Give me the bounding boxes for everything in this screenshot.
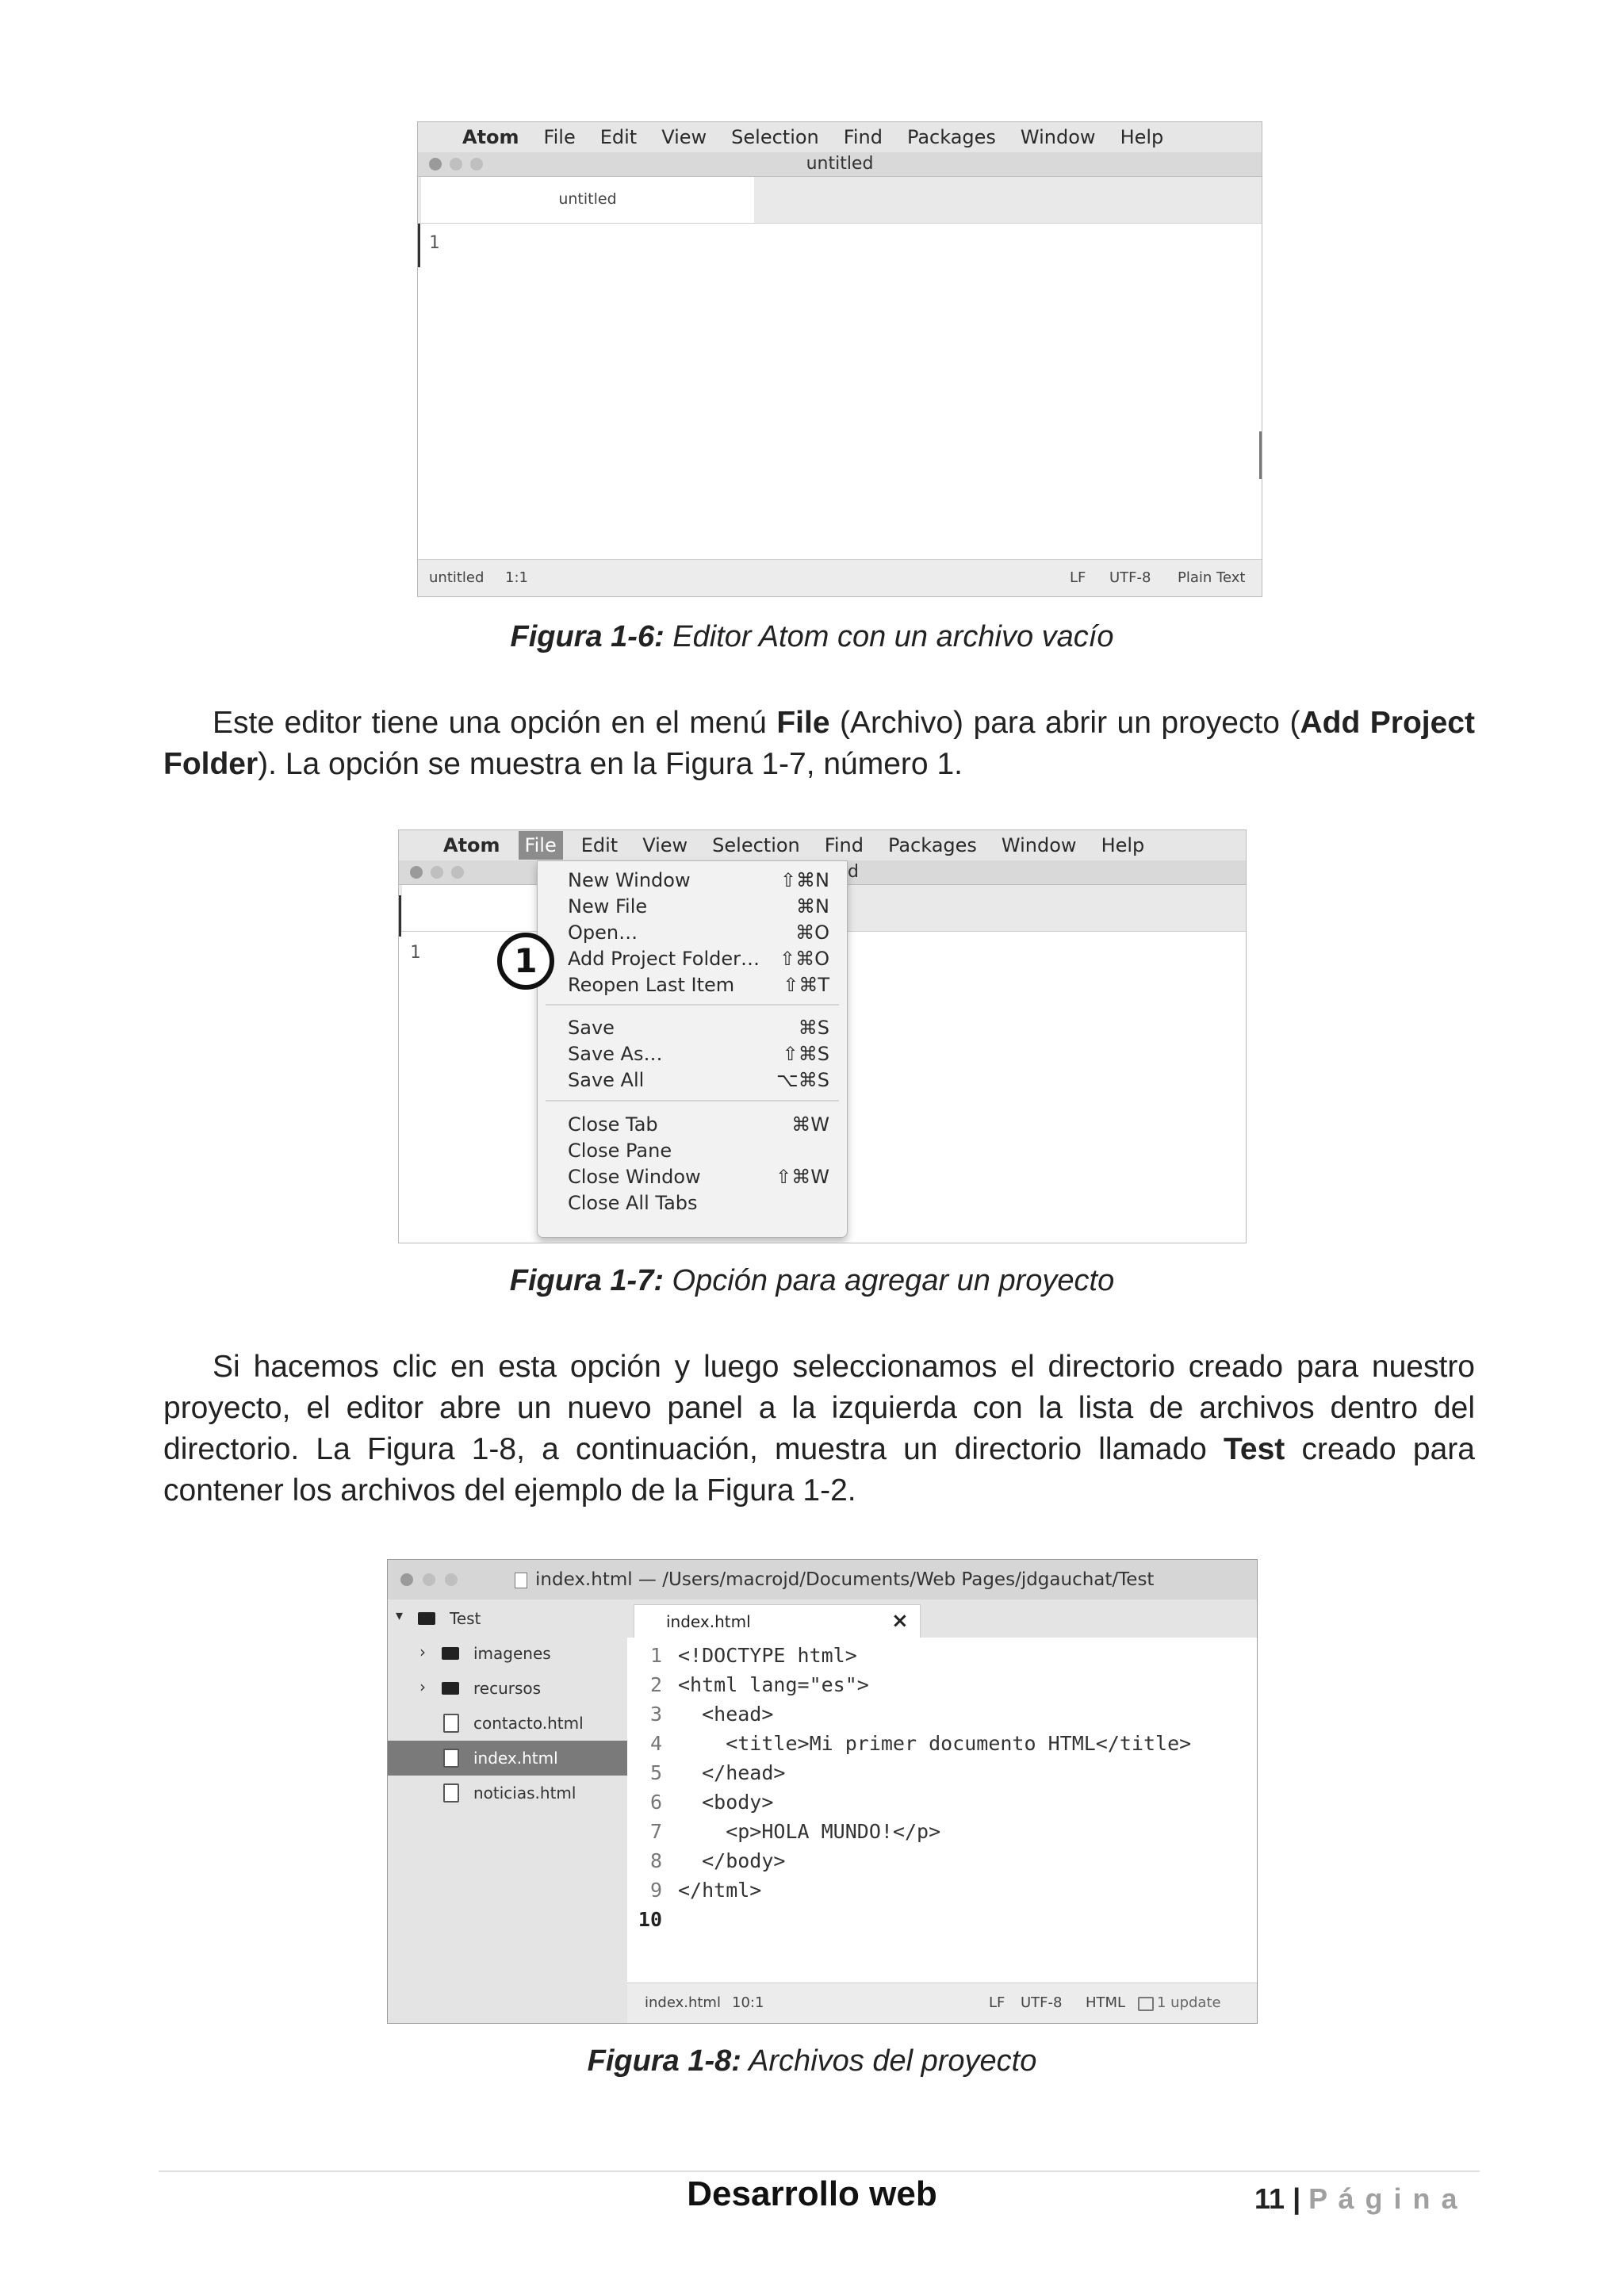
para2-text-2: creado para contener los archivos del ejemplo de la Figura 1-2. [163, 1432, 1475, 1508]
status-file[interactable]: untitled [429, 569, 485, 586]
code-text: <html lang="es"> [678, 1673, 869, 1696]
line-number: 7 [649, 1820, 662, 1843]
menu-file[interactable]: File [543, 126, 576, 148]
package-icon [1138, 1997, 1154, 2011]
code-editor[interactable] [627, 1638, 1257, 1983]
figure-1-7-caption [0, 1264, 1624, 1298]
menu-window[interactable]: Window [1001, 834, 1077, 856]
menu-item-open[interactable] [568, 921, 829, 948]
para2-bold-test: Test [1224, 1432, 1285, 1466]
close-icon[interactable]: × [891, 1609, 909, 1633]
line-number: 10 [638, 1908, 662, 1931]
menu-selection[interactable]: Selection [731, 126, 819, 148]
menu-item-label: Close Tab [568, 1113, 658, 1136]
footer-rule [159, 2170, 1480, 2172]
line-number: 6 [649, 1791, 662, 1814]
status-file[interactable]: index.html [645, 1994, 721, 2011]
line-number: 9 [649, 1879, 662, 1902]
menu-item-label: Save [568, 1017, 615, 1039]
scrollbar[interactable] [1259, 431, 1262, 479]
tree-label: imagenes [473, 1644, 551, 1663]
caption-label: Figura 1-7: [509, 1264, 664, 1297]
status-encoding[interactable]: UTF-8 [1109, 569, 1151, 586]
menu-item-shortcut: ⇧⌘O [779, 948, 829, 970]
menu-item-close-window[interactable] [568, 1166, 829, 1192]
menu-item-shortcut: ⇧⌘S [782, 1043, 829, 1065]
menu-item-label: Save As… [568, 1043, 663, 1065]
tree-file-noticias[interactable] [388, 1776, 627, 1810]
menu-item-shortcut: ⌘W [791, 1113, 829, 1136]
menu-help[interactable]: Help [1101, 834, 1145, 856]
file-menu-dropdown [537, 860, 848, 1238]
line-number: 8 [649, 1849, 662, 1872]
zoom-window-icon[interactable] [445, 1573, 458, 1586]
window-title-fragment: d [848, 862, 859, 882]
tree-folder-imagenes[interactable] [388, 1636, 627, 1671]
window-title: untitled [806, 154, 874, 174]
tree-root-test[interactable] [388, 1601, 627, 1636]
tab-bar [418, 177, 1262, 224]
tree-folder-recursos[interactable] [388, 1671, 627, 1706]
menu-item-new-window[interactable] [568, 869, 829, 895]
minimize-window-icon[interactable] [450, 158, 462, 170]
menu-item-reopen-last[interactable] [568, 974, 829, 1000]
menu-item-label: New File [568, 895, 648, 918]
menu-item-shortcut: ⇧⌘N [779, 869, 829, 891]
status-line-ending[interactable]: LF [1070, 569, 1086, 586]
caption-text: Archivos del proyecto [741, 2044, 1037, 2078]
document-icon [515, 1573, 527, 1588]
menu-item-shortcut: ⌘O [795, 921, 829, 944]
menu-item-new-file[interactable] [568, 895, 829, 921]
para1-bold-file: File [776, 706, 830, 740]
project-tree [388, 1599, 628, 2023]
menu-edit[interactable]: Edit [599, 126, 638, 148]
close-window-icon[interactable] [410, 866, 423, 879]
menu-app-name[interactable]: Atom [443, 834, 500, 856]
menu-packages[interactable]: Packages [887, 834, 977, 856]
window-titlebar [388, 1560, 1257, 1600]
menu-packages[interactable]: Packages [906, 126, 996, 148]
code-text: <p>HOLA MUNDO!</p> [678, 1820, 941, 1843]
tab-bar [627, 1599, 1257, 1638]
caption-label: Figura 1-6: [510, 620, 665, 653]
para2-text-1: Si hacemos clic en esta opción y luego seleccionamos el directorio creado para nuestro proyecto, el editor abre un nuevo panel a la izquierda con la lista de archivos dentro del directorio. La Figura 1-8, a continuación, muestra un directorio llamado [163, 1350, 1475, 1466]
menu-window[interactable]: Window [1020, 126, 1096, 148]
mac-menubar [399, 830, 1246, 860]
tab-index-html[interactable] [634, 1604, 921, 1638]
folder-icon [418, 1612, 435, 1625]
menu-item-close-pane[interactable] [568, 1140, 829, 1166]
menu-item-shortcut: ⌘S [798, 1017, 829, 1039]
para1-text-1: Este editor tiene una opción en el menú [213, 706, 777, 740]
status-line-ending[interactable]: LF [989, 1994, 1005, 2011]
figure-1-6-screenshot [417, 121, 1262, 597]
status-cursor[interactable]: 10:1 [732, 1994, 764, 2011]
close-window-icon[interactable] [400, 1573, 413, 1586]
menu-item-save-all[interactable] [568, 1069, 829, 1095]
menu-item-label: Close Window [568, 1166, 701, 1188]
menu-item-add-project-folder[interactable] [568, 948, 829, 974]
code-text: </head> [678, 1761, 786, 1784]
zoom-window-icon[interactable] [451, 866, 464, 879]
menu-item-shortcut: ⌘N [796, 895, 829, 918]
menu-item-label: Add Project Folder… [568, 948, 760, 970]
cursor-marker [399, 895, 401, 937]
status-grammar[interactable]: HTML [1086, 1994, 1126, 2011]
chevron-down-icon: ▾ [396, 1607, 404, 1624]
line-number: 1 [429, 233, 440, 253]
paragraph-1 [163, 703, 1475, 785]
menu-selection[interactable]: Selection [712, 834, 800, 856]
code-text: <title>Mi primer documento HTML</title> [678, 1732, 1192, 1755]
menu-find[interactable]: Find [843, 126, 883, 148]
window-titlebar [418, 152, 1262, 177]
code-text: <!DOCTYPE html> [678, 1644, 857, 1667]
tree-label: noticias.html [473, 1783, 576, 1803]
menu-view[interactable]: View [642, 834, 688, 856]
file-icon [443, 1749, 459, 1768]
menu-app-name[interactable]: Atom [462, 126, 519, 148]
cursor-marker [418, 224, 420, 267]
para1-text-3: ). La opción se muestra en la Figura 1-7, número 1. [258, 747, 963, 781]
line-number: 1 [649, 1644, 662, 1667]
caption-text: Opción para agregar un proyecto [664, 1264, 1115, 1297]
para1-bold-add-project: Add Project Folder [163, 706, 1475, 781]
menu-item-label: Open… [568, 921, 638, 944]
footer-title: Desarrollo web [687, 2174, 937, 2213]
status-bar [627, 1983, 1257, 2023]
tree-label: Test [450, 1609, 481, 1628]
status-cursor[interactable]: 1:1 [505, 569, 528, 586]
tab-label: index.html [666, 1612, 751, 1631]
menu-item-shortcut: ⌥⌘S [776, 1069, 829, 1091]
minimize-window-icon[interactable] [423, 1573, 435, 1586]
tree-label: contacto.html [473, 1714, 584, 1733]
file-icon [443, 1783, 459, 1803]
page-word: P á g i n a [1308, 2182, 1459, 2215]
menu-item-label: New Window [568, 869, 691, 891]
code-text: <body> [678, 1791, 774, 1814]
close-window-icon[interactable] [429, 158, 442, 170]
menu-separator [546, 1100, 839, 1101]
tree-label: index.html [473, 1749, 558, 1768]
status-encoding[interactable]: UTF-8 [1021, 1994, 1063, 2011]
menu-item-label: Save All [568, 1069, 645, 1091]
status-grammar[interactable]: Plain Text [1178, 569, 1246, 586]
line-number: 1 [410, 943, 421, 963]
menu-item-save[interactable] [568, 1017, 829, 1043]
figure-1-8-screenshot [387, 1559, 1258, 2024]
line-number: 2 [649, 1673, 662, 1696]
code-text: <head> [678, 1703, 774, 1726]
line-number: 4 [649, 1732, 662, 1755]
status-bar [418, 559, 1262, 596]
figure-1-8-caption [0, 2044, 1624, 2078]
page-separator: | [1293, 2182, 1301, 2215]
caption-label: Figura 1-8: [587, 2044, 741, 2078]
window-title: index.html — /Users/macrojd/Documents/Web Pages/jdgauchat/Test [535, 1569, 1155, 1590]
tree-file-contacto[interactable] [388, 1706, 627, 1741]
code-text: </html> [678, 1879, 762, 1902]
menu-help[interactable]: Help [1120, 126, 1164, 148]
menu-item-label: Reopen Last Item [568, 974, 735, 996]
menu-file-active[interactable]: File [519, 831, 563, 860]
figure-1-7-screenshot [398, 829, 1247, 1243]
chevron-right-icon: › [419, 1642, 426, 1661]
code-text: </body> [678, 1849, 786, 1872]
menu-item-close-tab[interactable] [568, 1113, 829, 1140]
paragraph-2 [163, 1347, 1475, 1511]
status-updates[interactable]: 1 update [1157, 1994, 1221, 2011]
menu-edit[interactable]: Edit [580, 834, 619, 856]
tree-label: recursos [473, 1679, 542, 1698]
folder-icon [442, 1647, 459, 1660]
menu-find[interactable]: Find [824, 834, 864, 856]
page-number: 11 [1254, 2182, 1285, 2215]
zoom-window-icon[interactable] [470, 158, 483, 170]
file-icon [443, 1714, 459, 1733]
menu-item-label: Close All Tabs [568, 1192, 698, 1214]
menu-item-label: Close Pane [568, 1140, 672, 1162]
tree-file-index-selected[interactable] [388, 1741, 627, 1776]
menu-view[interactable]: View [661, 126, 707, 148]
mac-menubar [418, 122, 1262, 152]
menu-separator [546, 1004, 839, 1006]
caption-text: Editor Atom con un archivo vacío [664, 620, 1114, 653]
menu-item-close-all-tabs[interactable] [568, 1192, 829, 1218]
line-number: 5 [649, 1761, 662, 1784]
callout-number-1: 1 [497, 933, 554, 990]
figure-1-6-caption [0, 620, 1624, 654]
page-number-block [1254, 2182, 1459, 2216]
menu-item-save-as[interactable] [568, 1043, 829, 1069]
folder-icon [442, 1682, 459, 1695]
menu-item-shortcut: ⇧⌘W [776, 1166, 829, 1188]
para1-text-2: (Archivo) para abrir un proyecto ( [829, 706, 1300, 740]
menu-item-shortcut: ⇧⌘T [783, 974, 829, 996]
chevron-right-icon: › [419, 1677, 426, 1696]
minimize-window-icon[interactable] [431, 866, 443, 879]
tab-untitled[interactable]: untitled [421, 177, 754, 223]
line-number: 3 [649, 1703, 662, 1726]
